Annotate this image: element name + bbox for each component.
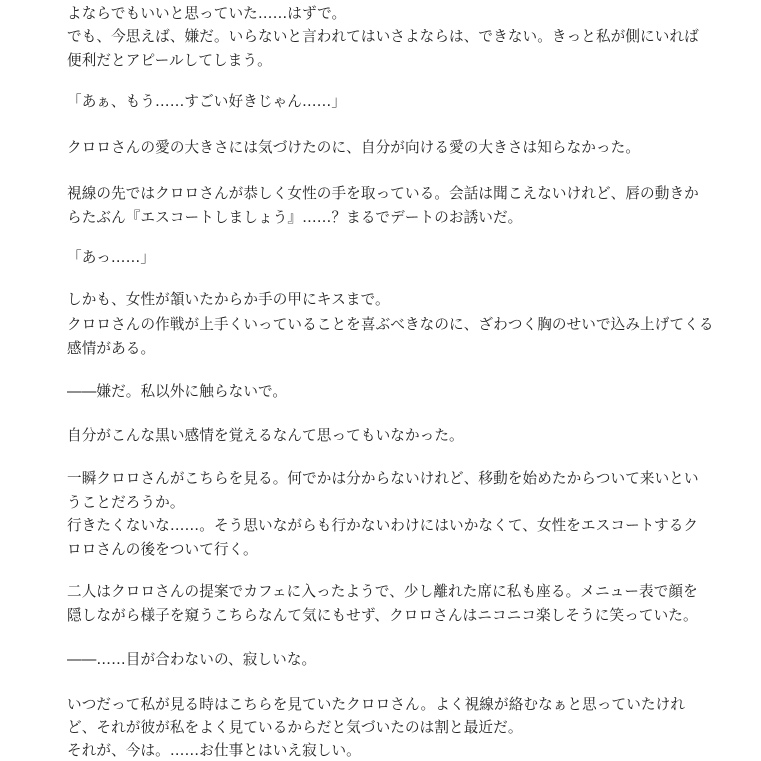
- text-line: ど、それが彼が私をよく見ているからだと気づいたのは割と最近だ。: [67, 719, 523, 736]
- text-line: 「あぁ、もう……すごい好きじゃん……」: [67, 93, 347, 110]
- text-line: クロロさんの作戦が上手くいっていることを喜ぶべきなのに、ざわつく胸のせいで込み上げてくる: [67, 316, 714, 333]
- text-line: それが、今は。……お仕事とはいえ寂しい。: [67, 742, 361, 759]
- text-line: しかも、女性が頷いたからか手の甲にキスまで。: [67, 291, 390, 308]
- text-line: よならでもいいと思っていた……はずで。: [67, 5, 347, 22]
- text-line: ロロさんの後をついて行く。: [67, 541, 258, 558]
- text-line: うことだろうか。: [67, 494, 185, 511]
- text-line: 感情がある。: [67, 340, 156, 357]
- text-line: らたぶん『エスコートしましょう』……？まるでデートのお誘いだ。: [67, 209, 523, 226]
- text-line: いつだって私が見る時はこちらを見ていたクロロさん。よく視線が絡むなぁと思っていたけれ: [67, 696, 686, 713]
- text-line: ――嫌だ。私以外に触らないで。: [67, 383, 288, 400]
- text-line: 自分がこんな黒い感情を覚えるなんて思ってもいなかった。: [67, 427, 464, 444]
- text-line: 二人はクロロさんの提案でカフェに入ったようで、少し離れた席に私も座る。メニュー表で顔を: [67, 583, 698, 600]
- text-line: 行きたくないな……。そう思いながらも行かないわけにはいかなくて、女性をエスコートするク: [67, 517, 699, 534]
- text-line: 視線の先ではクロロさんが恭しく女性の手を取っている。会話は聞こえないけれど、唇の動きか: [67, 185, 699, 202]
- text-line: ――……目が合わないの、寂しいな。: [67, 651, 317, 668]
- text-line: でも、今思えば、嫌だ。いらないと言われてはいさよならは、できない。きっと私が側にいれば: [67, 28, 699, 45]
- text-line: 便利だとアピールしてしまう。: [67, 52, 272, 69]
- text-line: クロロさんの愛の大きさには気づけたのに、自分が向ける愛の大きさは知らなかった。: [67, 139, 641, 156]
- text-line: 一瞬クロロさんがこちらを見る。何でかは分からないけれど、移動を始めたからついて来いとい: [67, 470, 699, 487]
- text-line: 「あっ……」: [67, 249, 156, 266]
- text-line: 隠しながら様子を窺うこちらなんて気にもせず、クロロさんはニコニコ楽しそうに笑っていた。: [67, 607, 698, 624]
